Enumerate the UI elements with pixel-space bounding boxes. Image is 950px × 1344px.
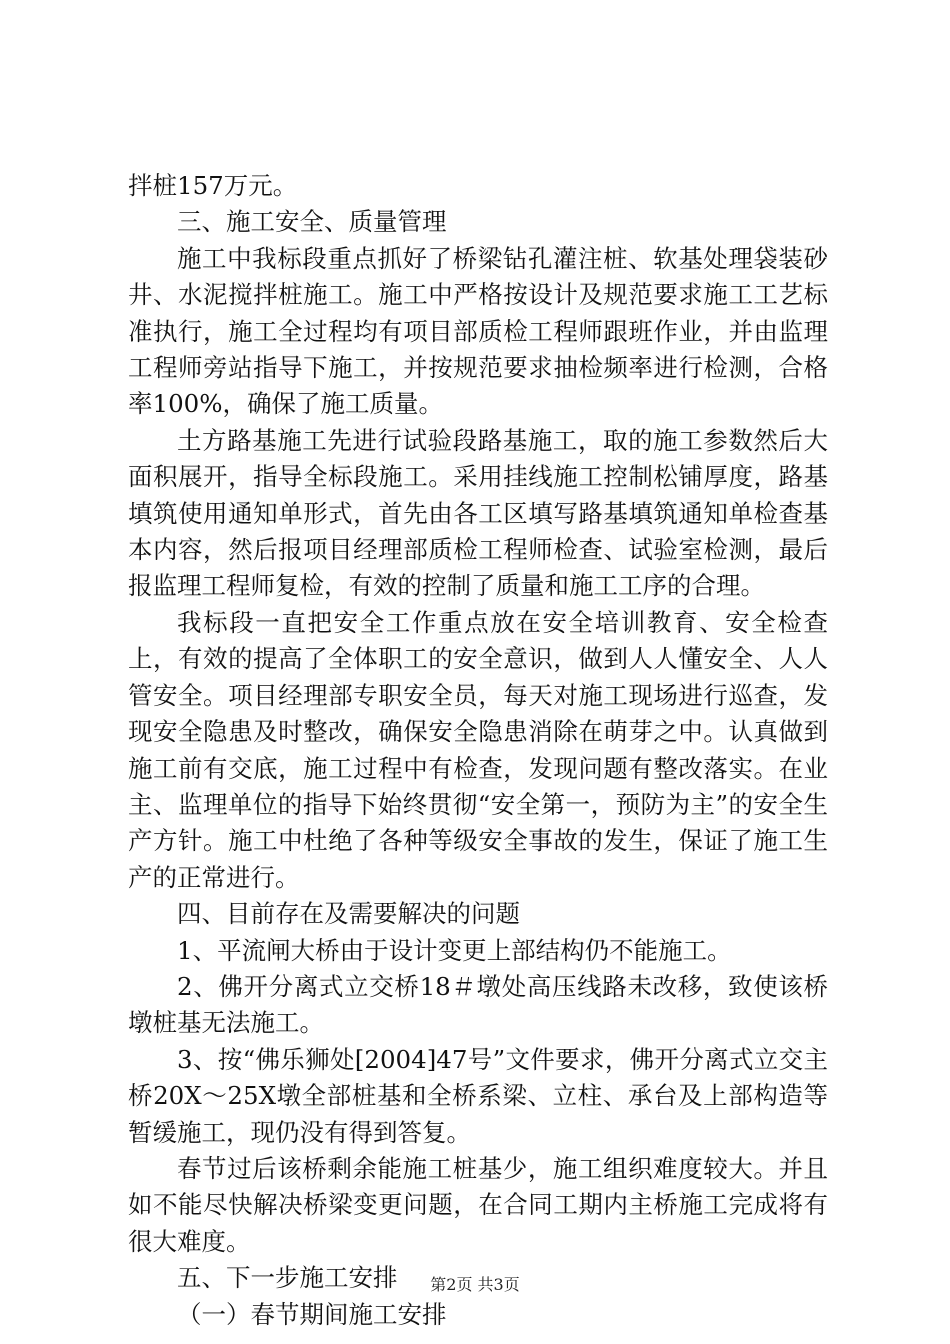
paragraph-after-spring-festival: 春节过后该桥剩余能施工桩基少，施工组织难度较大。并且如不能尽快解决桥梁变更问题，在合同工期内主桥施工完成将有很大难度。 (128, 1153, 828, 1256)
paragraph-continuation: 拌桩157万元。 (128, 171, 298, 200)
problem-item-2: 2、佛开分离式立交桥18＃墩处高压线路未改移，致使该桥墩桩基无法施工。 (128, 971, 828, 1038)
paragraph-quality-control: 施工中我标段重点抓好了桥梁钻孔灌注桩、软基处理袋装砂井、水泥搅拌桩施工。施工中严格按设计及规范要求施工工艺标准执行，施工全过程均有项目部质检工程师跟班作业，并由监理工程师旁站指导下施工，并按规范要求抽检频率进行检测，合格率100%，确保了施工质量。 (128, 243, 828, 419)
document-body (128, 168, 828, 1333)
section-heading-next-steps: 五、下一步施工安排 (177, 1263, 398, 1293)
paragraph-subgrade-construction: 土方路基施工先进行试验段路基施工，取的施工参数然后大面积展开，指导全标段施工。采用挂线施工控制松铺厚度，路基填筑使用通知单形式，首先由各工区填写路基填筑通知单检查基本内容，然后报项目经理部质检工程师检查、试验室检测，最后报监理工程师复检，有效的控制了质量和施工工序的合理。 (128, 425, 828, 601)
subsection-heading-spring-festival: （一）春节期间施工安排 (177, 1299, 447, 1329)
section-heading-problems: 四、目前存在及需要解决的问题 (177, 899, 520, 929)
paragraph-safety-work: 我标段一直把安全工作重点放在安全培训教育、安全检查上，有效的提高了全体职工的安全意识，做到人人懂安全、人人管安全。项目经理部专职安全员，每天对施工现场进行巡查，发现安全隐患及时整改，确保安全隐患消除在萌芽之中。认真做到施工前有交底，施工过程中有检查，发现问题有整改落实。在业主、监理单位的指导下始终贯彻“安全第一，预防为主”的安全生产方针。施工中杜绝了各种等级安全事故的发生，保证了施工生产的正常进行。 (128, 607, 828, 892)
problem-item-3: 3、按“佛乐狮处[2004]47号”文件要求，佛开分离式立交主桥20X～25X墩全部桩基和全桥系梁、立柱、承台及上部构造等暂缓施工，现仍没有得到答复。 (128, 1044, 828, 1147)
problem-item-1: 1、平流闸大桥由于设计变更上部结构仍不能施工。 (177, 935, 732, 965)
page-footer: 第2页 共3页 (430, 1275, 520, 1294)
section-heading-safety-quality: 三、施工安全、质量管理 (177, 207, 447, 237)
